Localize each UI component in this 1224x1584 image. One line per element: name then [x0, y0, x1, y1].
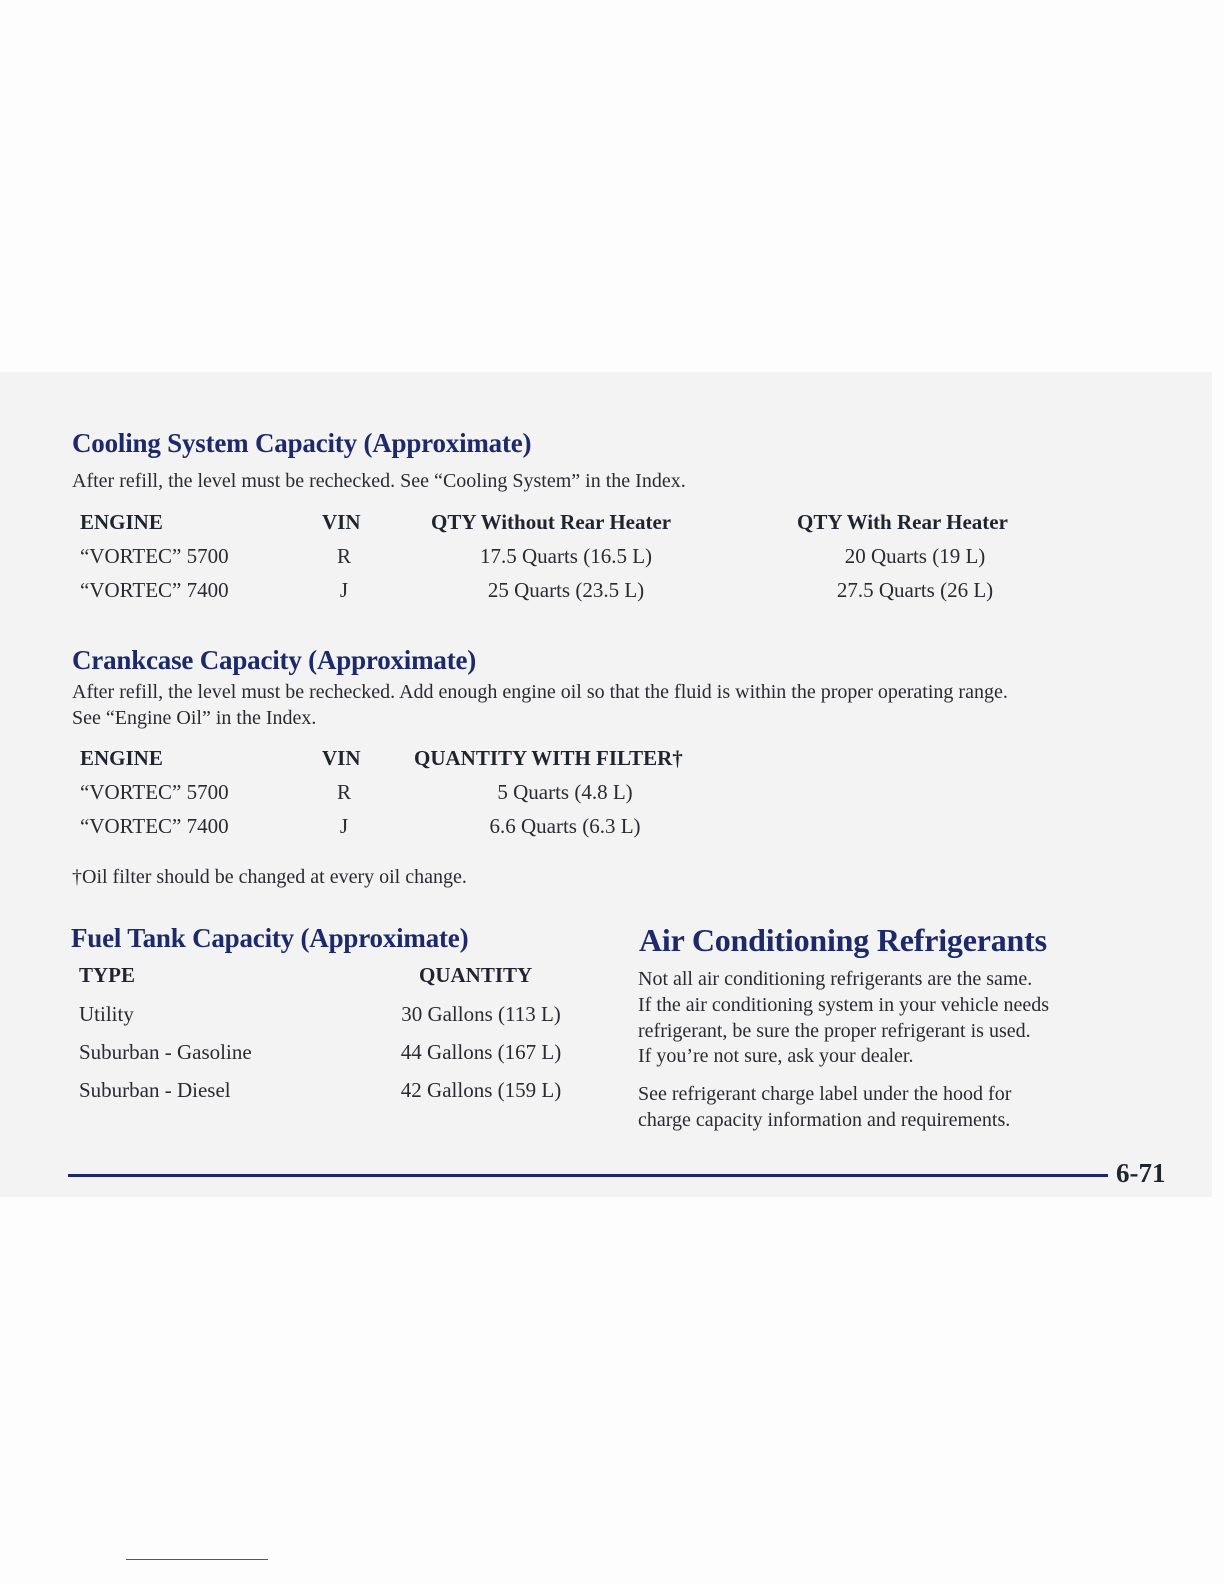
crankcase-footnote: †Oil filter should be changed at every oil change. — [72, 866, 467, 888]
table-cell: Suburban - Gasoline — [79, 1040, 252, 1064]
ac-para2-line: charge capacity information and requirements. — [638, 1109, 1011, 1131]
col-header-qty-without-heater: QTY Without Rear Heater — [431, 510, 672, 534]
ac-para2-line: See refrigerant charge label under the hood for — [638, 1083, 1012, 1105]
table-cell: J — [339, 814, 349, 838]
col-header-vin: VIN — [322, 510, 361, 534]
col-header-quantity-with-filter: QUANTITY WITH FILTER† — [414, 746, 683, 770]
table-cell: R — [336, 544, 351, 568]
table-cell: “VORTEC” 5700 — [80, 780, 229, 804]
crankcase-intro-line1: After refill, the level must be rechecked. Add enough engine oil so that the fluid is within the proper operating range. — [72, 681, 1008, 703]
table-cell: 27.5 Quarts (26 L) — [836, 578, 994, 602]
col-header-quantity: QUANTITY — [419, 963, 533, 987]
ac-para1-line: refrigerant, be sure the proper refrigerant is used. — [638, 1020, 1031, 1042]
crankcase-intro-line2: See “Engine Oil” in the Index. — [72, 707, 317, 729]
fuel-title: Fuel Tank Capacity (Approximate) — [71, 923, 469, 953]
table-cell: “VORTEC” 7400 — [80, 578, 229, 602]
table-cell: R — [336, 780, 351, 804]
col-header-engine: ENGINE — [80, 510, 163, 534]
bottom-divider — [126, 1559, 268, 1560]
col-header-qty-with-heater: QTY With Rear Heater — [797, 510, 1008, 534]
table-cell: Utility — [79, 1002, 134, 1026]
table-cell: “VORTEC” 7400 — [80, 814, 229, 838]
footer-rule — [68, 1174, 1108, 1177]
ac-para1-line: If you’re not sure, ask your dealer. — [638, 1045, 914, 1067]
table-cell: 5 Quarts (4.8 L) — [497, 780, 633, 804]
table-cell: 44 Gallons (167 L) — [400, 1040, 562, 1064]
ac-title: Air Conditioning Refrigerants — [639, 922, 1047, 958]
page-number: 6-71 — [1116, 1158, 1166, 1188]
cooling-title: Cooling System Capacity (Approximate) — [72, 428, 532, 458]
col-header-vin: VIN — [322, 746, 361, 770]
ac-para1-line: If the air conditioning system in your vehicle needs — [638, 994, 1050, 1016]
table-cell: “VORTEC” 5700 — [80, 544, 229, 568]
table-cell: Suburban - Diesel — [79, 1078, 231, 1102]
table-cell: 20 Quarts (19 L) — [844, 544, 986, 568]
table-cell: 30 Gallons (113 L) — [401, 1002, 561, 1026]
table-cell: 25 Quarts (23.5 L) — [487, 578, 645, 602]
table-cell: 17.5 Quarts (16.5 L) — [479, 544, 653, 568]
col-header-type: TYPE — [79, 963, 136, 987]
ac-para1-line: Not all air conditioning refrigerants are the same. — [638, 968, 1033, 990]
col-header-engine: ENGINE — [80, 746, 163, 770]
table-cell: 6.6 Quarts (6.3 L) — [489, 814, 641, 838]
table-cell: J — [339, 578, 349, 602]
table-cell: 42 Gallons (159 L) — [400, 1078, 562, 1102]
cooling-intro: After refill, the level must be rechecked. See “Cooling System” in the Index. — [72, 470, 686, 492]
crankcase-title: Crankcase Capacity (Approximate) — [72, 645, 477, 675]
